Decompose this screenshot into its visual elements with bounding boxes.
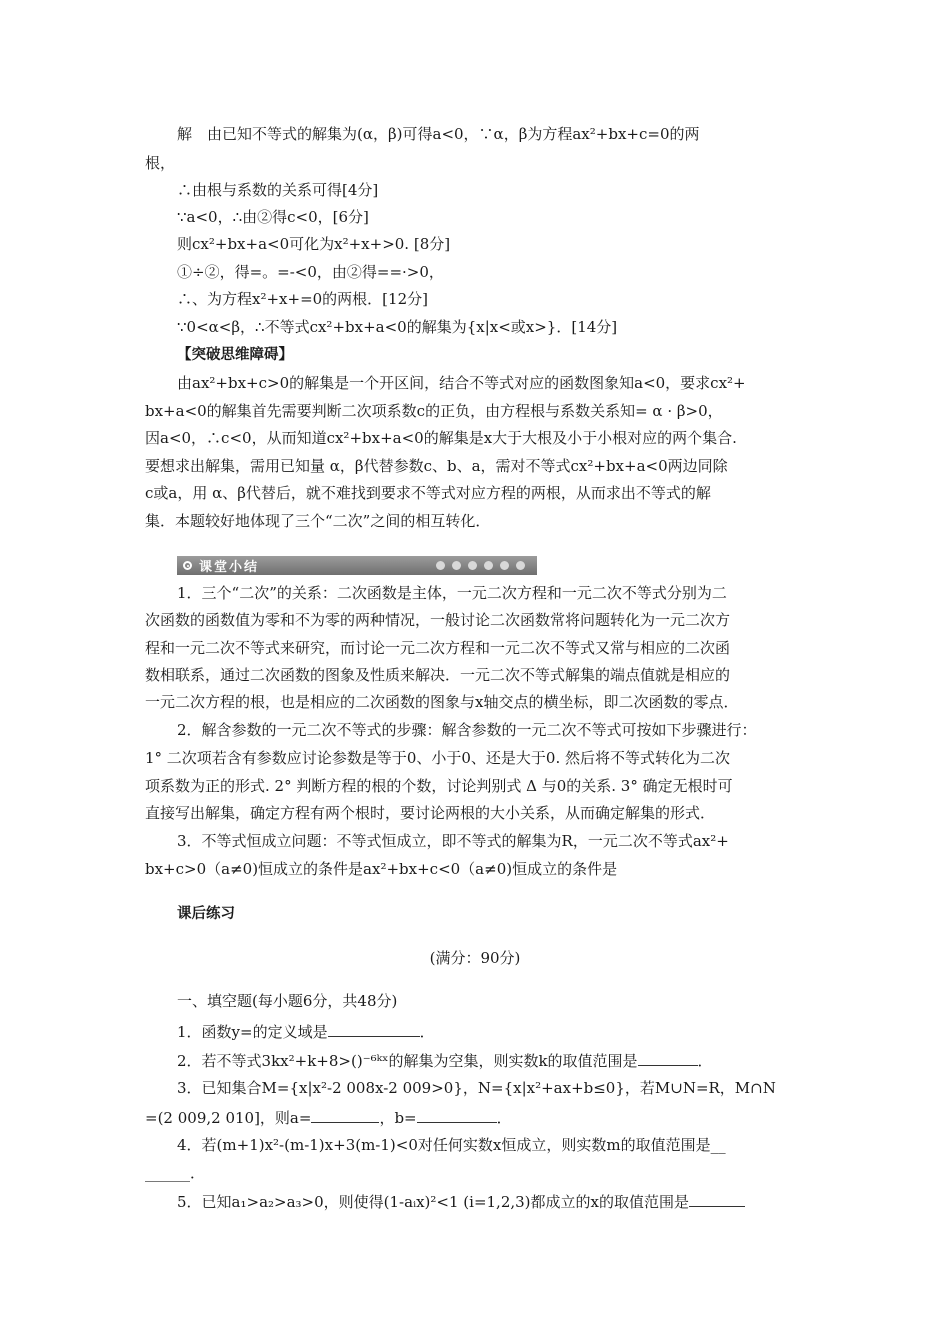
question-4: 4．若(m+1)x²-(m-1)x+3(m-1)<0对任何实数x恒成立，则实数m的取值范围是__	[177, 1136, 726, 1154]
dot-icon	[500, 561, 509, 570]
summary-line: 次函数的函数值为零和不为零的两种情况，一般讨论二次函数常将问题转化为一元二次方	[145, 611, 731, 629]
question-text: 5．已知a₁>a₂>a₃>0，则使得(1-aᵢx)²<1 (i=1,2,3)都成立的x的取值范围是	[177, 1193, 689, 1211]
summary-banner	[177, 556, 537, 575]
summary-line: 1．三个“二次”的关系：二次函数是主体，一元二次方程和一元二次不等式分别为二	[177, 584, 727, 602]
dot-icon	[436, 561, 445, 570]
question-2	[177, 1050, 847, 1071]
score-note: (满分：90分)	[429, 949, 521, 967]
solution-line: ∴、为方程x²+x+=0的两根．[12分]	[177, 290, 428, 308]
question-text: =(2 009,2 010]，则a=	[145, 1109, 312, 1127]
insight-heading: 【突破思维障碍】	[177, 347, 293, 363]
insight-line: c或a，用 α、β代替后，就不难找到要求不等式对应方程的两根，从而求出不等式的解	[145, 484, 711, 502]
summary-line: 程和一元二次不等式来研究，而讨论一元二次方程和一元二次不等式又常与相应的二次函	[145, 639, 731, 657]
question-text: ，b=	[379, 1109, 417, 1127]
decorative-dots	[436, 561, 525, 570]
solution-line: ∵a<0，∴由②得c<0，[6分]	[177, 208, 369, 226]
insight-line: 要想求出解集，需用已知量 α，β代替参数c、b、a，需对不等式cx²+bx+a<0两边同除	[145, 457, 728, 475]
summary-line: 直接写出解集，确定方程有两个根时，要讨论两根的大小关系，从而确定解集的形式．	[145, 804, 716, 822]
summary-line: 项系数为正的形式. 2° 判断方程的根的个数，讨论判别式 Δ 与0的关系. 3° 确定无根时可	[145, 777, 733, 795]
insight-line: 因a<0，∴c<0，从而知道cx²+bx+a<0的解集是x大于大根及小于小根对应的两个集合.	[145, 429, 737, 447]
summary-line: 1° 二次项若含有参数应讨论参数是等于0、小于0、还是大于0. 然后将不等式转化为二次	[145, 749, 730, 767]
question-4-cont: ______．	[145, 1164, 206, 1182]
summary-line: 一元二次方程的根，也是相应的二次函数的图象与x轴交点的横坐标，即二次函数的零点．	[145, 693, 739, 711]
solution-line: 根，	[145, 154, 176, 172]
summary-banner-title: 课堂小结	[199, 560, 260, 575]
summary-line: 2．解含参数的一元二次不等式的步骤：解含参数的一元二次不等式可按如下步骤进行：	[177, 721, 757, 739]
question-text: 1．函数y=的定义域是	[177, 1023, 328, 1041]
summary-line: 3．不等式恒成立问题：不等式恒成立，即不等式的解集为R，一元二次不等式ax²+	[177, 832, 729, 850]
dot-icon	[516, 561, 525, 570]
answer-blank-b[interactable]	[417, 1107, 497, 1123]
question-text: 2．若不等式3kx²+k+8>()⁻⁶ᵏˣ的解集为空集，则实数k的取值范围是	[177, 1052, 638, 1070]
question-1	[177, 1021, 847, 1042]
dot-icon	[468, 561, 477, 570]
exercises-heading: 课后练习	[177, 906, 235, 922]
answer-blank[interactable]	[328, 1021, 420, 1037]
question-3-cont	[145, 1107, 815, 1128]
section-heading: 一、填空题(每小题6分，共48分)	[177, 992, 398, 1010]
insight-line: 集．本题较好地体现了三个“二次”之间的相互转化．	[145, 512, 491, 530]
question-end: ．	[496, 1109, 512, 1127]
answer-blank[interactable]	[638, 1050, 698, 1066]
summary-line: 数相联系，通过二次函数的图象及性质来解决．一元二次不等式解集的端点值就是相应的	[145, 666, 731, 684]
dot-icon	[484, 561, 493, 570]
question-end: ．	[697, 1052, 713, 1070]
solution-line: 则cx²+bx+a<0可化为x²+x+>0. [8分]	[177, 235, 451, 253]
question-end: ．	[419, 1023, 435, 1041]
solution-line: ∵0<α<β，∴不等式cx²+bx+a<0的解集为{x|x<或x>}．[14分]	[177, 318, 618, 336]
answer-blank[interactable]	[689, 1191, 745, 1207]
question-5	[177, 1191, 847, 1212]
circle-dot-icon	[183, 561, 192, 570]
solution-line: ①÷②，得=。=-<0，由②得==·>0，	[177, 263, 444, 281]
summary-line: bx+c>0（a≠0)恒成立的条件是ax²+bx+c<0（a≠0)恒成立的条件是	[145, 860, 618, 878]
insight-line: bx+a<0的解集首先需要判断二次项系数c的正负，由方程根与系数关系知= α · β>0，	[145, 402, 723, 420]
solution-line: ∴由根与系数的关系可得[4分]	[177, 181, 379, 199]
answer-blank-a[interactable]	[311, 1107, 379, 1123]
solution-line: 解 由已知不等式的解集为(α，β)可得a<0，∵α，β为方程ax²+bx+c=0的两	[177, 125, 700, 143]
dot-icon	[452, 561, 461, 570]
insight-line: 由ax²+bx+c>0的解集是一个开区间，结合不等式对应的函数图象知a<0，要求cx²+	[177, 374, 746, 392]
question-3: 3．已知集合M={x|x²-2 008x-2 009>0}，N={x|x²+ax+b≤0}，若M∪N=R，M∩N	[177, 1079, 776, 1097]
